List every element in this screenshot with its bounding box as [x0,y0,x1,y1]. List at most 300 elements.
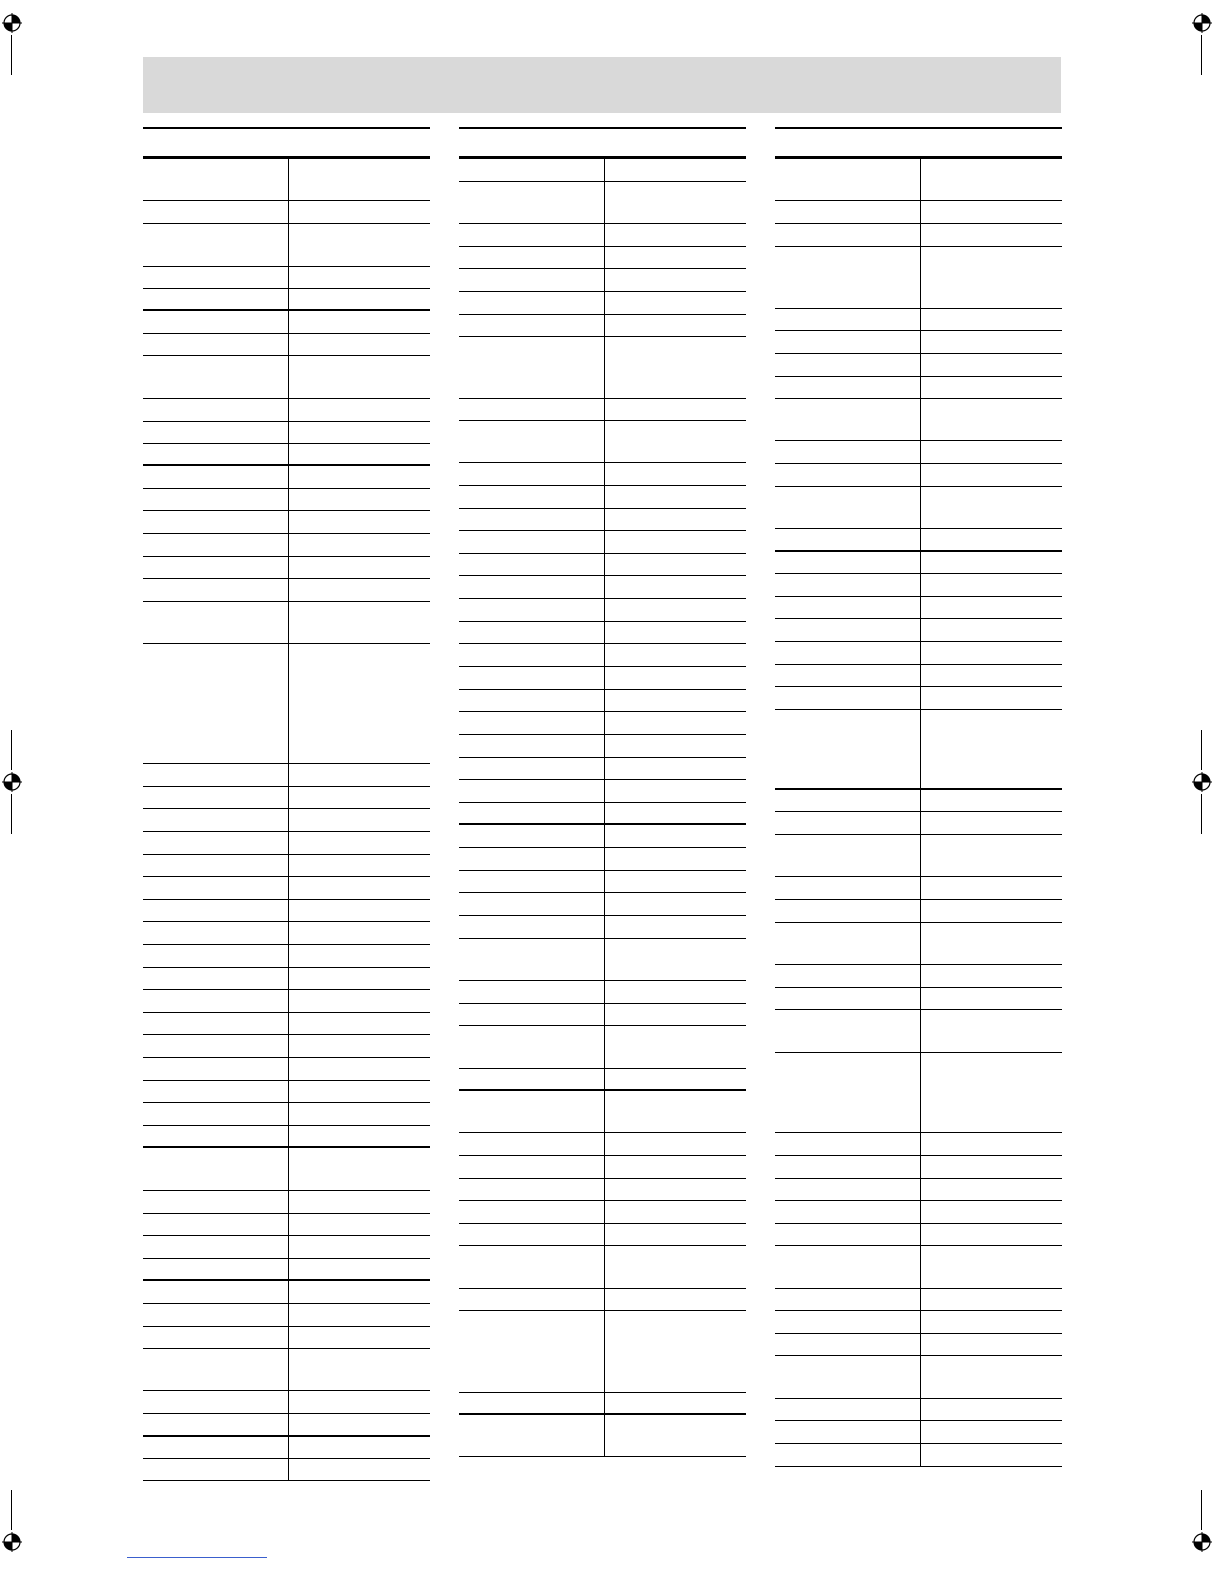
row-value [921,377,1062,398]
row-value [289,356,430,398]
row-label [459,1004,605,1025]
table-row [459,758,746,780]
row-label [775,1444,921,1466]
table-row [459,848,746,871]
row-label [775,988,921,1009]
row-label [459,531,605,553]
table-row [459,247,746,269]
row-value [289,1126,430,1146]
row-label [143,877,289,899]
row-value [605,1004,746,1025]
row-label [775,790,921,811]
table-row [143,422,430,444]
row-value [921,441,1062,463]
table-row [775,1246,1062,1289]
table-row [775,159,1062,201]
row-label [143,1236,289,1258]
row-value [289,1459,430,1480]
table-row [775,1356,1062,1399]
table-row [459,916,746,939]
table-row [459,224,746,247]
table-row [459,803,746,825]
row-label [459,1133,605,1155]
row-label [775,552,921,573]
table-row [143,644,430,764]
row-value [605,269,746,291]
row-label [459,1179,605,1200]
table-row [459,780,746,803]
row-value [605,1393,746,1413]
row-value [289,855,430,876]
row-value [921,1334,1062,1355]
row-label [143,1058,289,1080]
row-label [775,529,921,550]
row-label [459,463,605,485]
row-label [775,835,921,876]
table-row [775,1156,1062,1179]
row-label [775,1156,921,1178]
row-value [921,354,1062,376]
row-label [775,877,921,899]
row-label [459,622,605,643]
row-label [459,1201,605,1223]
table-row [143,1191,430,1214]
row-label [143,489,289,510]
table-row [143,855,430,877]
table-row [459,871,746,893]
row-value [921,552,1062,573]
table-row [459,1289,746,1311]
footer-underline [127,1557,267,1558]
row-value [289,1236,430,1258]
row-label [459,224,605,246]
table-row [143,1103,430,1126]
row-label [143,289,289,309]
crosshair-icon [2,13,22,33]
row-value [921,642,1062,664]
row-label [459,337,605,398]
crop-mark [11,794,12,834]
row-label [143,832,289,854]
row-value [605,247,746,268]
table-row [459,463,746,486]
row-label [775,1224,921,1245]
table-row [459,644,746,667]
row-value [289,1304,430,1326]
table-row [459,421,746,463]
crop-mark [11,1490,12,1530]
row-value [289,422,430,443]
row-value [289,1191,430,1213]
table-row [775,1133,1062,1156]
row-label [775,1421,921,1443]
table-row [775,529,1062,552]
row-label [143,1214,289,1235]
row-label [775,487,921,528]
table-row [459,1026,746,1069]
row-value [921,1399,1062,1420]
row-label [143,356,289,398]
table-column-middle [459,127,746,1457]
table-row [143,201,430,224]
table-row [143,877,430,900]
row-label [459,421,605,462]
table-row [459,1069,746,1091]
row-label [459,1091,605,1132]
table-row [775,877,1062,900]
row-label [459,576,605,598]
table-row [459,1091,746,1133]
row-value [289,968,430,989]
row-label [143,1281,289,1303]
row-label [143,968,289,989]
row-value [289,787,430,808]
table-row [459,939,746,981]
row-value [605,576,746,598]
row-label [143,1349,289,1390]
row-value [605,893,746,915]
row-value [289,311,430,333]
table-row [459,1393,746,1415]
table-row [143,900,430,922]
table-row [143,557,430,579]
table-row [459,1179,746,1201]
table-row [775,790,1062,812]
row-value [289,1327,430,1348]
row-value [289,877,430,899]
row-value [289,289,430,309]
row-label [459,893,605,915]
table-row [775,965,1062,988]
row-label [143,644,289,763]
row-value [605,780,746,802]
row-value [921,1201,1062,1223]
row-value [921,487,1062,528]
row-value [605,1415,746,1456]
table-row [143,1013,430,1035]
row-value [605,292,746,314]
row-label [143,1103,289,1125]
row-label [459,825,605,847]
row-value [605,463,746,485]
row-value [921,224,1062,246]
row-label [143,1327,289,1348]
row-value [605,1289,746,1310]
table-row [459,399,746,421]
table-row [143,399,430,422]
table-row [143,922,430,945]
row-value [921,1246,1062,1288]
table-row [775,923,1062,965]
row-value [289,444,430,464]
table-row [459,554,746,576]
row-value [921,619,1062,641]
column-title [143,129,430,156]
table-row [143,1327,430,1349]
row-value [605,690,746,711]
table-row [775,354,1062,377]
table-row [143,159,430,201]
table-row [459,1224,746,1246]
table-row [143,267,430,289]
row-label [459,1415,605,1456]
row-label [775,1246,921,1288]
table-row [143,1391,430,1414]
table-row [459,712,746,735]
row-label [143,444,289,464]
table-row [459,1201,746,1224]
crop-mark [1201,730,1202,770]
row-label [775,665,921,686]
row-label [459,182,605,223]
row-label [143,557,289,578]
row-label [775,1053,921,1132]
row-value [921,965,1062,987]
table-row [459,1133,746,1156]
table-row [143,968,430,990]
table-row [459,159,746,182]
table-row [775,224,1062,247]
row-label [459,509,605,530]
row-value [921,159,1062,200]
table-row [775,900,1062,923]
row-value [605,1133,746,1155]
row-label [775,923,921,964]
row-value [289,201,430,223]
row-value [921,687,1062,709]
table-row [459,486,746,509]
table-row [143,602,430,644]
row-label [143,764,289,786]
table-row [459,315,746,337]
row-value [921,399,1062,440]
table-row [143,832,430,855]
table-row [775,309,1062,331]
row-value [289,159,430,200]
table-row [775,441,1062,464]
row-value [605,486,746,508]
row-label [775,159,921,200]
row-label [459,848,605,870]
row-label [459,1026,605,1068]
row-label [775,247,921,308]
row-label [775,1334,921,1355]
row-label [143,422,289,443]
row-value [289,1013,430,1034]
table-row [143,945,430,968]
row-label [775,464,921,486]
table-row [143,787,430,809]
row-value [289,900,430,921]
row-label [143,900,289,921]
row-value [289,1437,430,1458]
table-row [143,1081,430,1103]
row-value [921,1311,1062,1333]
table-row [143,224,430,267]
table-row [143,489,430,511]
row-value [605,399,746,420]
table-row [143,1035,430,1058]
table-row [775,331,1062,354]
row-label [143,922,289,944]
crosshair-icon [1192,13,1212,33]
row-label [459,939,605,980]
row-label [459,1311,605,1392]
row-value [605,848,746,870]
table-row [775,812,1062,835]
row-value [921,574,1062,596]
table-row [775,574,1062,597]
row-value [289,534,430,556]
table-row [775,377,1062,399]
row-label [775,812,921,834]
table-row [143,990,430,1013]
row-value [605,1179,746,1200]
row-value [605,825,746,847]
table-row [775,464,1062,487]
row-value [921,529,1062,550]
row-value [289,1281,430,1303]
table-row [459,1311,746,1393]
row-label [143,1191,289,1213]
row-label [143,1459,289,1480]
row-value [289,267,430,288]
table-row [775,552,1062,574]
row-value [921,877,1062,899]
row-value [921,1444,1062,1466]
table-row [775,665,1062,687]
row-value [921,710,1062,788]
table-row [143,534,430,557]
table-row [775,1179,1062,1201]
row-value [289,764,430,786]
row-value [921,1289,1062,1310]
crop-mark [11,730,12,770]
row-value [605,531,746,553]
row-value [605,1091,746,1132]
row-label [459,1069,605,1089]
table-row [143,1281,430,1304]
table-row [143,1414,430,1437]
table-rows [775,159,1062,1467]
row-value [921,597,1062,618]
table-row [143,1437,430,1459]
row-label [459,247,605,268]
table-row [775,1444,1062,1467]
row-label [775,377,921,398]
table-row [143,1236,430,1259]
row-value [289,945,430,967]
row-value [605,315,746,336]
table-row [459,509,746,531]
table-column-left [143,127,430,1481]
row-value [289,399,430,421]
row-value [605,1201,746,1223]
row-label [775,619,921,641]
row-value [921,1179,1062,1200]
table-row [459,1246,746,1289]
table-row [459,599,746,622]
table-row [143,1459,430,1481]
row-label [775,441,921,463]
row-label [143,1304,289,1326]
table-row [143,311,430,334]
table-row [459,1004,746,1026]
row-value [605,981,746,1003]
row-label [143,1035,289,1057]
table-row [775,687,1062,710]
table-row [143,579,430,602]
row-value [605,1156,746,1178]
row-label [459,735,605,757]
table-row [775,835,1062,877]
row-value [605,667,746,689]
row-value [289,990,430,1012]
table-row [143,289,430,311]
row-value [289,1148,430,1190]
table-row [143,809,430,832]
row-value [921,309,1062,330]
row-value [605,224,746,246]
table-row [143,444,430,466]
crosshair-icon [1192,772,1212,792]
table-row [775,1289,1062,1311]
row-value [605,871,746,892]
row-value [289,1349,430,1390]
table-row [459,576,746,599]
row-value [289,489,430,510]
row-label [775,1201,921,1223]
row-label [143,399,289,421]
row-label [459,399,605,420]
table-row [775,247,1062,309]
row-value [921,1421,1062,1443]
row-label [143,159,289,200]
table-row [459,825,746,848]
row-value [605,182,746,223]
row-label [459,159,605,181]
table-row [459,337,746,399]
row-value [289,1391,430,1413]
table-row [143,356,430,399]
row-label [143,201,289,223]
row-label [775,1356,921,1398]
row-value [605,1069,746,1089]
table-row [143,764,430,787]
row-label [459,1246,605,1288]
table-row [775,619,1062,642]
table-row [775,1399,1062,1421]
row-label [459,871,605,892]
row-value [289,922,430,944]
row-label [459,1289,605,1310]
row-value [921,988,1062,1009]
row-value [605,803,746,823]
row-value [921,900,1062,922]
table-row [459,893,746,916]
row-label [143,224,289,266]
row-label [143,511,289,533]
row-value [289,1035,430,1057]
table-row [459,292,746,315]
table-row [775,487,1062,529]
row-label [143,534,289,556]
crosshair-icon [1192,1532,1212,1552]
table-row [459,735,746,758]
row-label [775,354,921,376]
table-rows [143,159,430,1481]
table-row [143,334,430,356]
